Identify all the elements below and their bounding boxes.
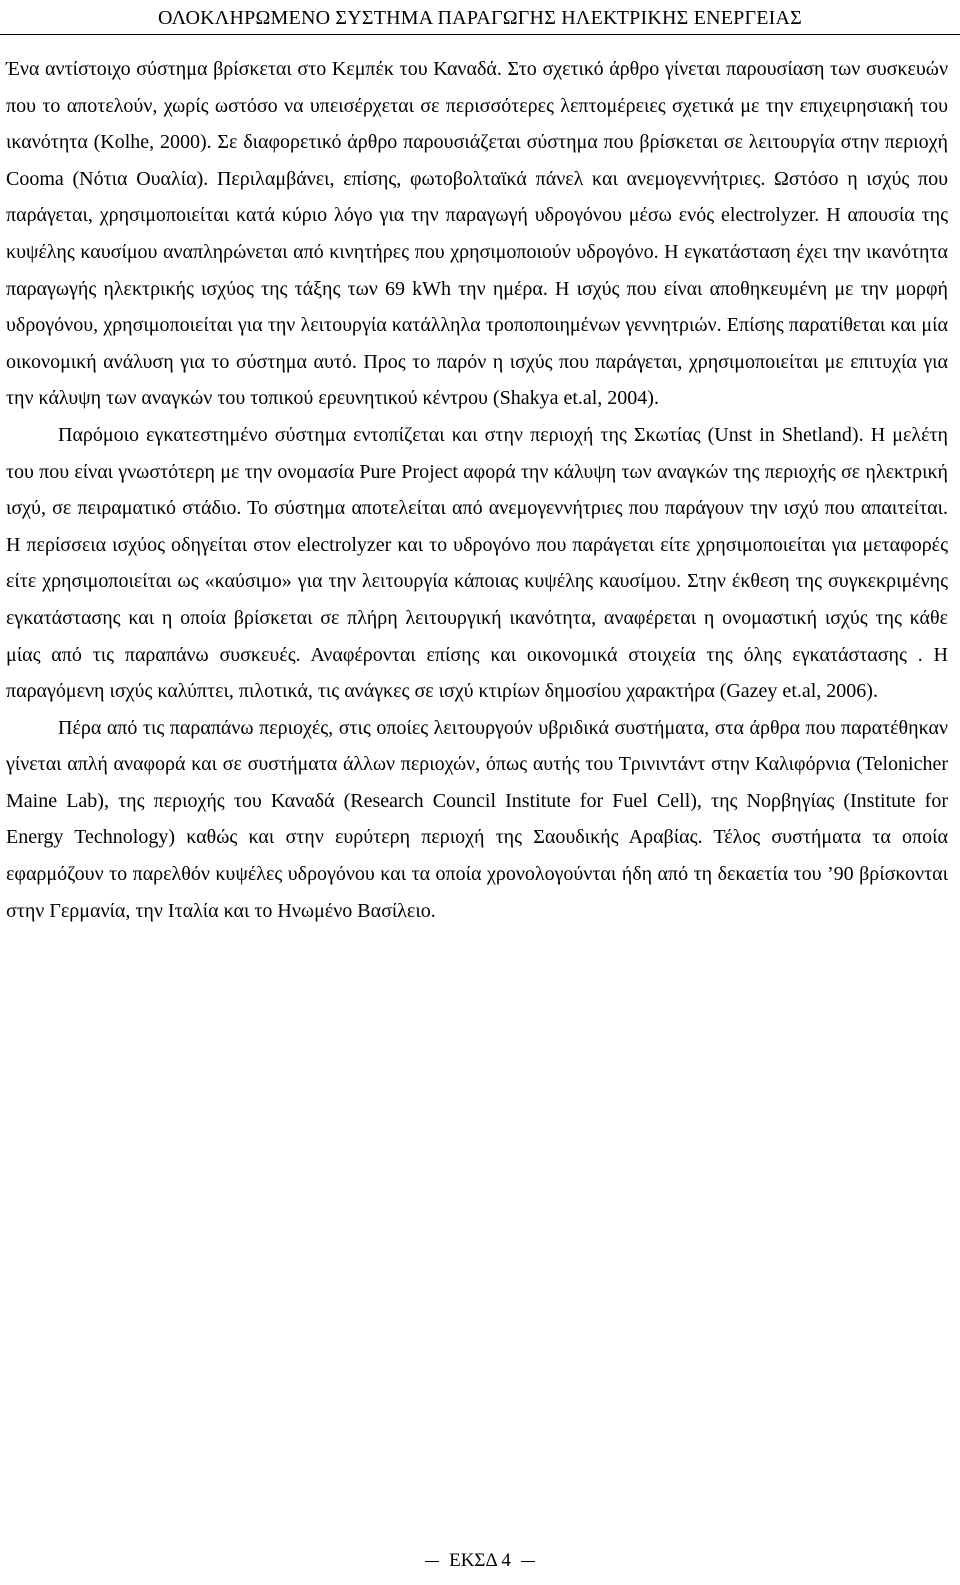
paragraph-3: Πέρα από τις παραπάνω περιοχές, στις οποίες λειτουργούν υβριδικά συστήματα, στα άρθρα που παρατέθηκαν γίνεται απλή αναφορά και σε συστήματα άλλων περιοχών, όπως αυτής του Τρινιντάντ στην Καλιφόρνια (Telonicher Maine Lab), της περιοχής του Καναδά (Research Council Institute for Fuel Cell), της Νορβηγίας (Institute for Energy Technology) καθώς και στην ευρύτερη περιοχή της Σαουδικής Αραβίας. Τέλος συστήματα τα οποία εφαρμόζουν το παρελθόν κυψέλες υδρογόνου και τα οποία χρονολογούνται ήδη από τη δεκαετία του ’90 βρίσκονται στην Γερμανία, την Ιταλία και το Ηνωμένο Βασίλειο. bbox=[6, 716, 949, 922]
running-header: ΟΛΟΚΛΗΡΩΜΕΝΟ ΣΥΣΤΗΜΑ ΠΑΡΑΓΩΓΗΣ ΗΛΕΚΤΡΙΚΗΣ ΕΝΕΡΓΕΙΑΣ bbox=[157, 7, 803, 29]
header-divider bbox=[0, 34, 960, 35]
footer-dash-left bbox=[425, 1561, 439, 1562]
page-number: ΕΚΣΔ 4 bbox=[449, 1550, 511, 1571]
page-footer bbox=[0, 1549, 960, 1573]
paragraph-1: Ένα αντίστοιχο σύστημα βρίσκεται στο Κεμπέκ του Καναδά. Στο σχετικό άρθρο γίνεται παρουσίαση των συσκευών που το αποτελούν, χωρίς ωστόσο να υπεισέρχεται σε περισσότερες λεπτομέρειες σχετικά με την επιχειρησιακή του ικανότητα (Kolhe, 2000). Σε διαφορετικό άρθρο παρουσιάζεται σύστημα που βρίσκεται σε λειτουργία στην περιοχή Cooma (Νότια Ουαλία). Περιλαμβάνει, επίσης, φωτοβολταϊκά πάνελ και ανεμογεννήτριες. Ωστόσο η ισχύς που παράγεται, χρησιμοποιείται κατά κύριο λόγο για την παραγωγή υδρογόνου μέσω ενός electrolyzer. Η απουσία της κυψέλης καυσίμου αναπληρώνεται από κινητήρες που χρησιμοποιούν υδρογόνο. Η εγκατάσταση έχει την ικανότητα παραγωγής ηλεκτρικής ισχύος της τάξης των 69 kWh την ημέρα. Η ισχύς που είναι αποθηκευμένη με την μορφή υδρογόνου, χρησιμοποιείται για την λειτουργία κατάλληλα τροποποιημένων γεννητριών. Επίσης παρατίθεται και μία οικονομική ανάλυση για το σύστημα αυτό. Προς το παρόν η ισχύς που παράγεται, χρησιμοποιείται με επιτυχία για την κάλυψη των αναγκών του τοπικού ερευνητικού κέντρου (Shakya et.al, 2004). bbox=[6, 58, 948, 410]
paragraph-2: Παρόμοιο εγκατεστημένο σύστημα εντοπίζεται και στην περιοχή της Σκωτίας (Unst in Shetland). Η μελέτη του που είναι γνωστότερη με την ονομασία Pure Project αφορά την κάλυψη των αναγκών της περιοχής σε ηλεκτρική ισχύ, σε πειραματικό στάδιο. Το σύστημα αποτελείται από ανεμογεννήτριες που παράγουν την ισχύ που απαιτείται. Η περίσσεια ισχύος οδηγείται στον electrolyzer και το υδρογόνο που παράγεται είτε χρησιμοποιείται για μεταφορές είτε χρησιμοποιείται ως «καύσιμο» για την λειτουργία κάποιας κυψέλης καυσίμου. Στην έκθεση της συγκεκριμένης εγκατάστασης και η οποία βρίσκεται σε πλήρη λειτουργική ικανότητα, αναφέρεται η ονομαστική ισχύς της κάθε μίας από τις παραπάνω συσκευές. Αναφέρονται επίσης και οικονομικά στοιχεία της όλης εγκατάστασης . Η παραγόμενη ισχύς καλύπτει, πιλοτικά, τις ανάγκες σε ισχύ κτιρίων δημοσίου χαρακτήρα (Gazey et.al, 2006). bbox=[6, 423, 948, 703]
body-text bbox=[6, 51, 948, 929]
footer-dash-right bbox=[521, 1561, 535, 1562]
